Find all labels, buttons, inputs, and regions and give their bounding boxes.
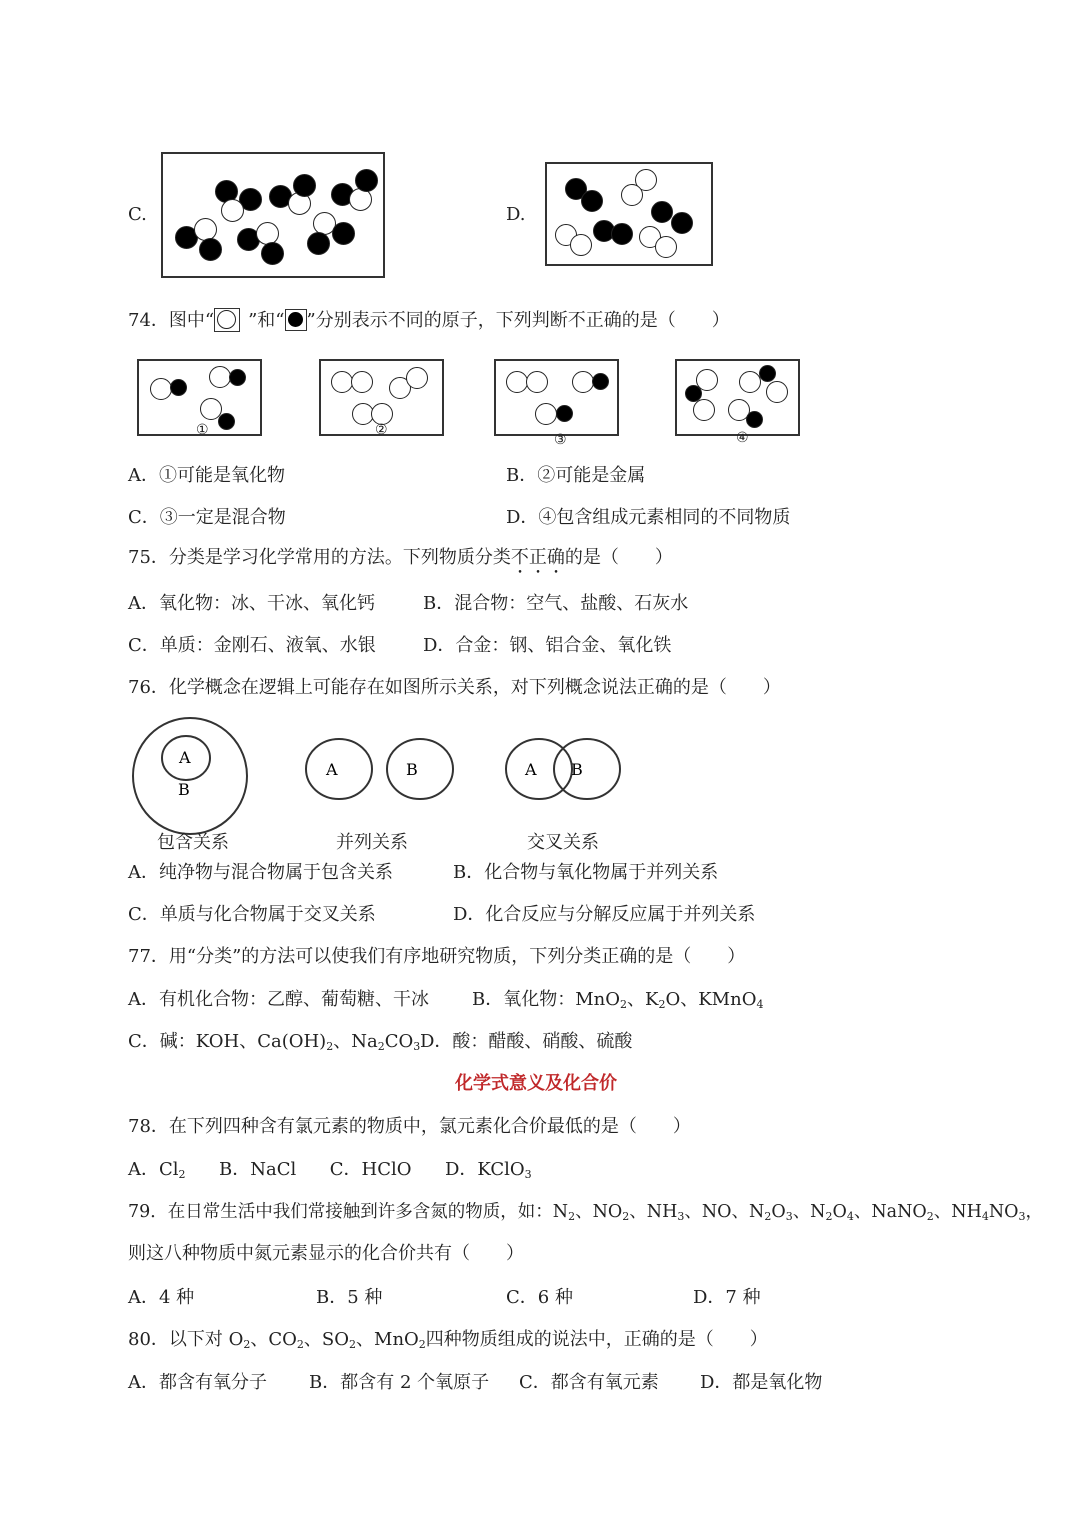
q79-option-b[interactable]: B．5 种 bbox=[316, 1287, 383, 1308]
white-atom bbox=[693, 399, 715, 421]
white-atom bbox=[739, 371, 761, 393]
black-atom bbox=[671, 212, 693, 234]
q77-option-b[interactable]: B．氧化物：MnO$_2$、$K_2O$、KMnO$_4$ bbox=[472, 989, 764, 1011]
label-b: B bbox=[406, 760, 418, 779]
white-atom bbox=[535, 403, 557, 425]
parallel-relation bbox=[306, 739, 453, 799]
black-atom bbox=[556, 405, 573, 422]
q78-stem: 78．在下列四种含有氯元素的物质中，氯元素化合价最低的是（ ） bbox=[128, 1116, 691, 1137]
q78-option-b[interactable]: B．NaCl bbox=[219, 1159, 297, 1180]
q79-option-d[interactable]: D．7 种 bbox=[693, 1287, 761, 1308]
q80-option-c[interactable]: C．都含有氧元素 bbox=[519, 1372, 659, 1393]
black-atom-legend-icon bbox=[285, 309, 307, 331]
q80-option-d[interactable]: D．都是氧化物 bbox=[700, 1372, 823, 1393]
q74-option-a[interactable]: A．①可能是氧化物 bbox=[128, 465, 285, 486]
q78-options bbox=[128, 1158, 532, 1187]
black-atom bbox=[651, 201, 673, 223]
q76-option-c[interactable]: C．单质与化合物属于交叉关系 bbox=[128, 904, 376, 925]
emphasis-dotted: 不正确 bbox=[510, 547, 565, 568]
white-atom bbox=[150, 378, 172, 400]
black-atom bbox=[746, 411, 763, 428]
white-atom bbox=[406, 367, 428, 389]
section-title: 化学式意义及化合价 bbox=[455, 1073, 617, 1094]
q74-figure-4 bbox=[675, 359, 800, 436]
white-atom bbox=[766, 381, 788, 403]
label-a: A bbox=[525, 760, 537, 779]
black-atom bbox=[759, 365, 776, 382]
q74-option-c[interactable]: C．③一定是混合物 bbox=[128, 507, 286, 528]
q80-stem: 80．以下对 $O_2$、$CO_2$、$SO_2$、MnO$_2$四种物质组成的说法中，正确的是（ ） bbox=[128, 1329, 768, 1351]
white-atom bbox=[331, 371, 353, 393]
q80-option-a[interactable]: A．都含有氧分子 bbox=[128, 1372, 267, 1393]
q77-option-d[interactable]: D．酸：醋酸、硝酸、硫酸 bbox=[420, 1031, 633, 1052]
q73-figure-c bbox=[161, 152, 385, 278]
q74-stem: 74．图中“ ”和“ ”分别表示不同的原子，下列判断不正确的是（ ） bbox=[128, 310, 730, 331]
q75-stem: 75．分类是学习化学常用的方法。下列物质分类不正确的是（ ） bbox=[128, 547, 673, 568]
q74-figure-3 bbox=[494, 359, 619, 436]
figure-label-4: ④ bbox=[736, 430, 749, 446]
black-atom bbox=[592, 373, 609, 390]
black-atom bbox=[355, 169, 378, 192]
white-atom-legend-icon bbox=[214, 308, 240, 332]
black-atom bbox=[307, 232, 330, 255]
q75-option-b[interactable]: B．混合物：空气、盐酸、石灰水 bbox=[423, 593, 689, 614]
black-atom bbox=[293, 174, 316, 197]
q76-option-d[interactable]: D．化合反应与分解反应属于并列关系 bbox=[453, 904, 756, 925]
q73-option-d-label: D. bbox=[506, 204, 526, 225]
q79-option-a[interactable]: A．4 种 bbox=[128, 1287, 195, 1308]
q73-figure-d bbox=[545, 162, 713, 266]
white-atom bbox=[655, 236, 677, 258]
figure-label-3: ③ bbox=[554, 432, 567, 448]
q78-option-d[interactable]: D．KClO$_3$ bbox=[444, 1159, 532, 1181]
black-atom bbox=[229, 369, 246, 386]
white-atom bbox=[351, 371, 373, 393]
white-atom bbox=[526, 371, 548, 393]
white-atom bbox=[621, 184, 643, 206]
inclusion-relation bbox=[133, 718, 247, 834]
q74-option-d[interactable]: D．④包含组成元素相同的不同物质 bbox=[506, 507, 791, 528]
label-b: B bbox=[571, 760, 583, 779]
q75-option-c[interactable]: C．单质：金刚石、液氧、水银 bbox=[128, 635, 376, 656]
q76-stem: 76．化学概念在逻辑上可能存在如图所示关系，对下列概念说法正确的是（ ） bbox=[128, 677, 781, 698]
q78-option-c[interactable]: C．HClO bbox=[329, 1159, 412, 1180]
q75-option-a[interactable]: A．氧化物：冰、干冰、氧化钙 bbox=[128, 593, 375, 614]
black-atom bbox=[581, 190, 603, 212]
black-atom bbox=[332, 222, 355, 245]
q76-option-b[interactable]: B．化合物与氧化物属于并列关系 bbox=[453, 862, 719, 883]
q80-option-b[interactable]: B．都含有 2 个氧原子 bbox=[309, 1372, 490, 1393]
figure-label-2: ② bbox=[375, 422, 388, 438]
q79-stem: 79．在日常生活中我们常接触到许多含氮的物质，如：$N_2$、$NO_2$、$NH_3$、NO、$N_2O_3$、$N_2O_4$、NaNO$_2$、$NH_4NO_3$， bbox=[128, 1202, 1044, 1223]
q79-option-c[interactable]: C．6 种 bbox=[506, 1287, 573, 1308]
black-atom bbox=[611, 223, 633, 245]
label-b: B bbox=[178, 780, 190, 799]
q77-stem: 77．用“分类”的方法可以使我们有序地研究物质，下列分类正确的是（ ） bbox=[128, 946, 746, 967]
q75-option-d[interactable]: D．合金：钢、铝合金、氧化铁 bbox=[423, 635, 672, 656]
black-atom bbox=[199, 238, 222, 261]
white-atom bbox=[572, 371, 594, 393]
q74-option-b[interactable]: B．②可能是金属 bbox=[506, 465, 646, 486]
q77-option-c[interactable]: C．碱：KOH、$Ca(OH)_2$、$Na_2CO_3$ bbox=[128, 1031, 421, 1053]
q76-option-a[interactable]: A．纯净物与混合物属于包含关系 bbox=[128, 862, 393, 883]
q78-option-a[interactable]: A．$Cl_2$ bbox=[128, 1159, 186, 1181]
caption-parallel: 并列关系 bbox=[336, 832, 408, 853]
black-atom bbox=[170, 379, 187, 396]
black-atom bbox=[261, 242, 284, 265]
black-atom bbox=[218, 413, 235, 430]
caption-intersection: 交叉关系 bbox=[527, 832, 599, 853]
white-atom bbox=[221, 199, 244, 222]
label-a: A bbox=[326, 760, 338, 779]
q79-stem-line2: 则这八种物质中氮元素显示的化合价共有（ ） bbox=[128, 1243, 524, 1264]
label-a: A bbox=[179, 748, 191, 767]
white-atom bbox=[570, 234, 592, 256]
q77-option-a[interactable]: A．有机化合物：乙醇、葡萄糖、干冰 bbox=[128, 989, 429, 1010]
figure-label-1: ① bbox=[196, 422, 209, 438]
q73-option-c-label: C. bbox=[128, 204, 147, 225]
caption-inclusion: 包含关系 bbox=[157, 832, 229, 853]
white-atom bbox=[506, 371, 528, 393]
white-atom bbox=[209, 366, 231, 388]
intersection-relation bbox=[506, 739, 620, 799]
